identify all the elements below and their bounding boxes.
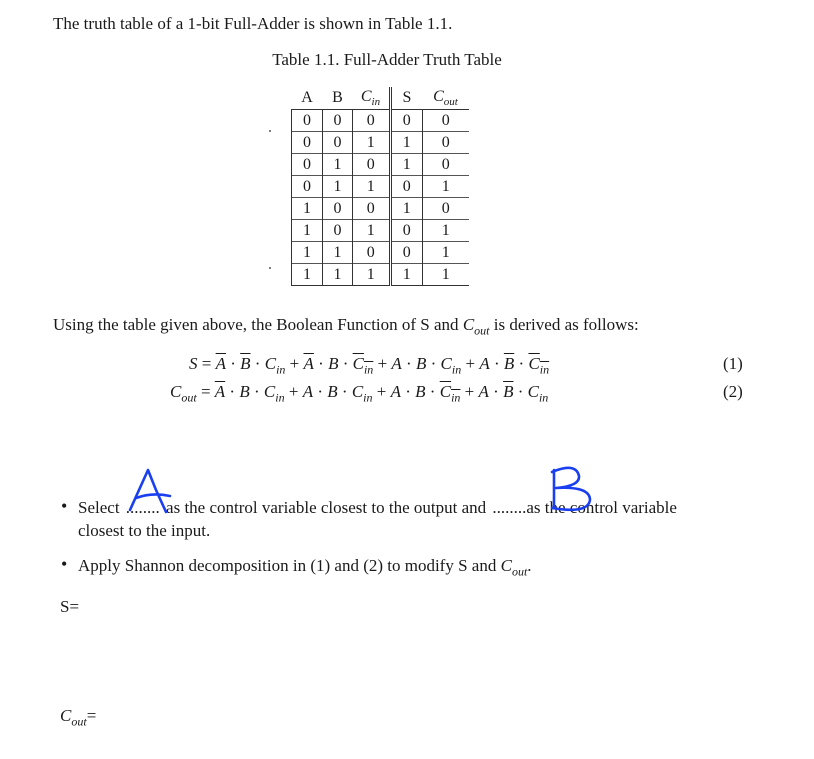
table-caption: Table 1.1. Full-Adder Truth Table — [272, 50, 502, 69]
cell-cout: 1 — [423, 220, 469, 242]
cell-cin: 0 — [353, 154, 391, 176]
intro-text: The truth table of a 1-bit Full-Adder is shown in Table 1.1. — [53, 14, 453, 33]
cell-cin: 0 — [353, 242, 391, 264]
table-row — [292, 198, 469, 220]
cell-b: 0 — [323, 132, 353, 154]
header-cout: $C_{out}$ — [423, 87, 469, 110]
stray-dot — [269, 130, 271, 132]
cell-cout: 1 — [423, 242, 469, 264]
handwritten-answer-a — [126, 466, 178, 516]
truth-table — [291, 87, 469, 286]
bullet-1-line-1: Select ........ as the control variable closest to the output and ........as the control variable — [78, 498, 677, 517]
header-cin: $C_{in}$ — [353, 87, 391, 110]
cell-a: 0 — [292, 176, 323, 198]
cell-cin: 1 — [353, 176, 391, 198]
equation-cout: $C_{out} = \overline{A} \cdot B \cdot C_{in} + A \cdot B \cdot C_{in} + A \cdot B \cdot C_{in} + A \cdot \overline{B} \cdot C_{in}$ — [170, 382, 549, 405]
bullet-icon: • — [61, 496, 68, 516]
cell-s: 1 — [390, 154, 423, 176]
answer-blank-2[interactable]: ........ — [492, 498, 527, 517]
cell-a: 1 — [292, 264, 323, 286]
cell-s: 1 — [390, 264, 423, 286]
equation-s: $S = \overline{A} \cdot \overline{B} \cdot C_{in} + \overline{A} \cdot B \cdot C_{in} + A \cdot B \cdot C_{in} + A \cdot \overline{B} \cdot C_{in}$ — [189, 354, 550, 377]
bullet-icon: • — [61, 554, 68, 574]
table-row — [292, 242, 469, 264]
table-row — [292, 176, 469, 198]
table-row — [292, 264, 469, 286]
cell-s: 0 — [390, 110, 423, 132]
handwritten-answer-b — [546, 464, 596, 516]
cell-b: 0 — [323, 110, 353, 132]
stray-dot — [269, 267, 271, 269]
equation-number-1: (1) — [723, 354, 743, 373]
cell-b: 1 — [323, 242, 353, 264]
bullet-2-text: Apply Shannon decomposition in (1) and (2) to modify S and $C_{out}$. — [78, 556, 532, 579]
cell-s: 1 — [390, 198, 423, 220]
cell-a: 0 — [292, 110, 323, 132]
cell-cin: 1 — [353, 220, 391, 242]
cout-answer-label: $C_{out}=$ — [60, 706, 97, 729]
cell-cin: 1 — [353, 264, 391, 286]
cell-cout: 0 — [423, 110, 469, 132]
cell-cin: 0 — [353, 110, 391, 132]
cell-s: 0 — [390, 220, 423, 242]
table-header-row — [292, 87, 469, 110]
s-answer-label: S= — [60, 597, 80, 616]
cell-cin: 1 — [353, 132, 391, 154]
header-s: S — [390, 87, 423, 110]
header-b: B — [323, 87, 353, 110]
cell-a: 1 — [292, 198, 323, 220]
derivation-text: Using the table given above, the Boolean Function of S and $C_{out}$ is derived as follows: — [53, 315, 639, 338]
bullet-1-line-2: closest to the input. — [78, 521, 211, 540]
header-a: A — [292, 87, 323, 110]
answer-blank-1[interactable]: ........ — [125, 498, 160, 517]
table-row — [292, 154, 469, 176]
cell-a: 0 — [292, 132, 323, 154]
cell-cout: 1 — [423, 176, 469, 198]
equation-number-2: (2) — [723, 382, 743, 401]
cell-s: 1 — [390, 132, 423, 154]
cell-b: 0 — [323, 198, 353, 220]
cell-b: 1 — [323, 154, 353, 176]
table-row — [292, 220, 469, 242]
cell-a: 1 — [292, 242, 323, 264]
cell-cin: 0 — [353, 198, 391, 220]
cell-b: 1 — [323, 176, 353, 198]
cell-cout: 0 — [423, 132, 469, 154]
cell-cout: 1 — [423, 264, 469, 286]
cell-b: 1 — [323, 264, 353, 286]
table-row — [292, 132, 469, 154]
cell-cout: 0 — [423, 198, 469, 220]
cell-s: 0 — [390, 242, 423, 264]
table-row — [292, 110, 469, 132]
cell-b: 0 — [323, 220, 353, 242]
cell-cout: 0 — [423, 154, 469, 176]
cell-a: 0 — [292, 154, 323, 176]
cell-a: 1 — [292, 220, 323, 242]
cell-s: 0 — [390, 176, 423, 198]
